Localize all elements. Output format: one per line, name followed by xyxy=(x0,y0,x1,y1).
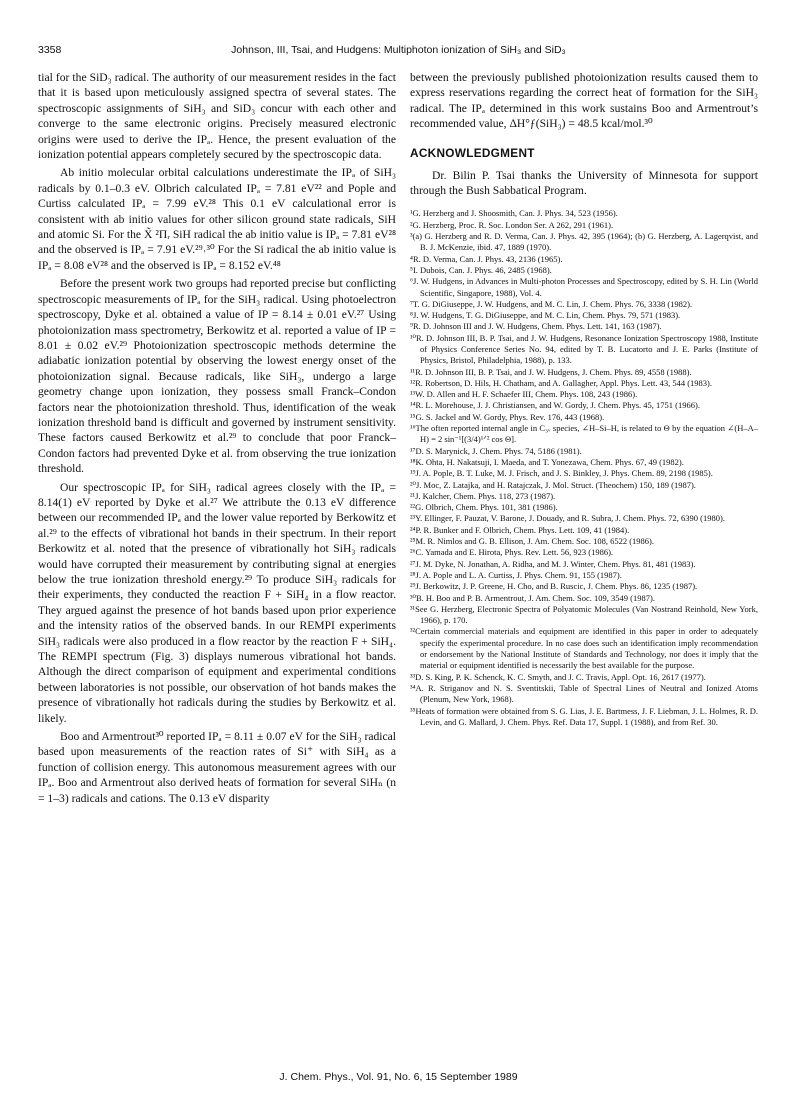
reference-item: ³¹See G. Herzberg, Electronic Spectra of Polyatomic Molecules (Van Nostrand Reinhold, New York, 1966), p. 170. xyxy=(410,603,758,626)
running-title: Johnson, III, Tsai, and Hudgens: Multiphoton ionization of SiH₃ and SiD₃ xyxy=(231,44,566,56)
reference-item: ¹⁴R. L. Morehouse, J. J. Christiansen, and W. Gordy, J. Chem. Phys. 45, 1751 (1966). xyxy=(410,400,700,411)
reference-item: ¹⁶The often reported internal angle in C₃ᵥ species, ∠H–Si–H, is related to Θ by the equation ∠(H–A–H) = 2 sin⁻¹[(3/4)¹ᐟ² cos Θ]. xyxy=(410,423,758,445)
reference-item: ¹⁵G. S. Jackel and W. Gordy, Phys. Rev. 176, 443 (1968). xyxy=(410,411,605,422)
reference-item: ²³Y. Ellinger, F. Pauzat, V. Barone, J. Douady, and R. Subra, J. Chem. Phys. 72, 6390 (1980). xyxy=(410,513,725,524)
reference-item: ¹²R. Robertson, D. Hils, H. Chatham, and A. Gallagher, Appl. Phys. Lett. 43, 544 (1983). xyxy=(410,377,712,388)
journal-footer: J. Chem. Phys., Vol. 91, No. 6, 15 September 1989 xyxy=(279,1071,518,1083)
reference-item: ²⁷J. M. Dyke, N. Jonathan, A. Ridha, and M. J. Winter, Chem. Phys. 81, 481 (1983). xyxy=(410,558,696,569)
left-column xyxy=(38,70,396,806)
paragraph-boo-armentrout: Boo and Armentrout³⁰ reported IPₐ = 8.11 ± 0.07 eV for the SiH₃ radical based upon measurements of the reaction rates of Si⁺ with SiH₄ as a function of collision energy. This autonomous measurement agrees with our IPₐ. Boo and Armentrout also derived heats of formation for several SiHₙ (n = 1–3) radicals and cations. The 0.13 eV disparity xyxy=(38,730,396,805)
paragraph-heat-of-formation: between the previously published photoionization results caused them to express reservations regarding the correct heat of formation for the SiH₃ radical. The IPₐ determined in this work sustains Boo and Armentrout’s recommended value, ΔH°ƒ(SiH₃) = 48.5 kcal/mol.³⁰ xyxy=(410,71,758,131)
reference-item: ¹⁸K. Ohta, H. Nakatsuji, I. Maeda, and T. Yonezawa, Chem. Phys. 67, 49 (1982). xyxy=(410,456,684,467)
paragraph-conflicting-measurements: Before the present work two groups had reported precise but conflicting spectroscopic measurements of IPₐ for the SiH₃ radical. Using photoelectron spectroscopy, Dyke et al. obtained a value of IP = 8.14 ± 0.01 eV.²⁷ Using photoionization mass spectrometry, Berkowitz et al. reported a value of IP = 8.01 ± 0.02 eV.²⁹ Photoionization spectroscopic methods determine the adiabatic ionization potential by observing the lowest energy onset of the photoionization signal. Because radicals, like SiH₃, undergo a large geometry change upon ionization, they possess small Franck–Condon factors near the photoionization threshold. Thus, identification of the weak ionization threshold band is difficult and governed by instrument sensitivity. These factors caused Berkowitz et al.²⁹ to conclude that poor Franck–Condon factors had prevented Dyke et al. from observing the true ionization threshold. xyxy=(38,277,396,476)
reference-item: ³(a) G. Herzberg and R. D. Verma, Can. J. Phys. 42, 395 (1964); (b) G. Herzberg, A. Lagerqvist, and B. J. McKenzie, ibid. 47, 1889 (1970). xyxy=(410,231,758,253)
reference-item: ³⁰B. H. Boo and P. B. Armentrout, J. Am. Chem. Soc. 109, 3549 (1987). xyxy=(410,592,655,603)
reference-item: ³⁴A. R. Striganov and N. S. Sventitskii, Table of Spectral Lines of Neutral and Ionized Atoms (Plenum, New York, 1968). xyxy=(410,682,758,705)
reference-item: ²⁴P. R. Bunker and F. Olbrich, Chem. Phys. Lett. 109, 41 (1984). xyxy=(410,524,630,535)
reference-item: ¹⁰R. D. Johnson III, B. P. Tsai, and J. W. Hudgens, Resonance Ionization Spectroscopy 1988, Institute of Physics Conference Series No. 94, edited by T. B. Lucatorto and J. E. Parks (Institute of Physics, Bristol, Philadelphia, 1988), p. 133. xyxy=(410,332,758,366)
reference-item: ²⁹J. Berkowitz, J. P. Greene, H. Cho, and B. Ruscic, J. Chem. Phys. 86, 1235 (1987). xyxy=(410,581,698,592)
reference-item: ⁹R. D. Johnson III and J. W. Hudgens, Chem. Phys. Lett. 141, 163 (1987). xyxy=(410,321,662,332)
paragraph-continuation: tial for the SiD₃ radical. The authority of our measurement resides in the fact that it is based upon meticulously assigned spectra of several states. The spectroscopic assignments of SiH₃ and SiD₃ concur with each other and converge to the same electronic origins. Precisely measured electronic origins were used to derive the IPₐ. Hence, the present evaluation of the ionization potential appears completely secured by the spectroscopic data. xyxy=(38,71,396,162)
reference-item: ⁶J. W. Hudgens, in Advances in Multi-photon Processes and Spectroscopy, edited by S. H. Lin (World Scientific, Singapore, 1988), Vol. 4. xyxy=(410,276,758,298)
paragraph-hot-bands: Our spectroscopic IPₐ for SiH₃ radical agrees closely with the IPₐ = 8.14(1) eV reported by Dyke et al.²⁷ We attribute the 0.13 eV difference between our recommended IPₐ and the lower value reported by Berkowitz et al.²⁹ to the effects of vibrational hot bands in their spectrum. In their report Berkowitz et al. noted that the presence of vibrationally hot SiH₃ radicals would have corrupted their measurement by contributing signal at energies below the true ionization threshold energy.²⁹ To produce SiH₃ radicals for their experiments, they conducted the reaction F + SiH₄ in a flow reactor. They argued against the presence of hot bands based upon prior experience and the intensity ratios of the observed bands. In our REMPI experiments SiH₃ radicals were also produced in a flow reactor by the reaction F + SiH₄. The REMPI spectrum (Fig. 3) displays numerous vibrational hot bands. Although the direct comparison of equipment and experimental conditions between laboratories is not possible, our observation of hot bands makes the presence of vibrationally hot radicals during the studies by Berkowitz et al. likely. xyxy=(38,480,396,725)
reference-item: ¹⁹J. A. Pople, B. T. Luke, M. J. Frisch, and J. S. Binkley, J. Phys. Chem. 89, 2198 (1985). xyxy=(410,468,713,479)
reference-item: ¹⁷D. S. Marynick, J. Chem. Phys. 74, 5186 (1981). xyxy=(410,445,582,456)
acknowledgment-text: Dr. Bilin P. Tsai thanks the University of Minnesota for support through the Bush Sabbatical Program. xyxy=(410,168,758,198)
reference-item: ⁷T. G. DiGiuseppe, J. W. Hudgens, and M. C. Lin, J. Chem. Phys. 76, 3338 (1982). xyxy=(410,298,693,309)
reference-item: ²²G. Olbrich, Chem. Phys. 101, 381 (1986). xyxy=(410,502,558,513)
reference-item: ²⁰J. Moc, Z. Latajka, and H. Ratajczak, J. Mol. Struct. (Theochem) 150, 189 (1987). xyxy=(410,479,696,490)
acknowledgment-heading: ACKNOWLEDGMENT xyxy=(410,145,535,160)
page-number: 3358 xyxy=(38,44,62,56)
reference-item: ⁴R. D. Verma, Can. J. Phys. 43, 2136 (1965). xyxy=(410,253,563,264)
reference-item: ²⁶C. Yamada and E. Hirota, Phys. Rev. Lett. 56, 923 (1986). xyxy=(410,547,614,558)
reference-item: ²G. Herzberg, Proc. R. Soc. London Ser. A 262, 291 (1961). xyxy=(410,219,614,230)
reference-item: ²¹J. Kalcher, Chem. Phys. 118, 273 (1987). xyxy=(410,490,556,501)
reference-item: ³²Certain commercial materials and equipment are identified in this paper in order to adequately specify the experimental procedure. In no case does such an identification imply recommendation or endorsement by the National Institute of Standards and Technology, nor does it imply that the material or equipment identified is necessarily the best available for the purpose. xyxy=(410,626,758,671)
reference-item: ¹³W. D. Allen and H. F. Schaefer III, Chem. Phys. 108, 243 (1986). xyxy=(410,389,638,400)
running-header xyxy=(38,44,759,60)
reference-item: ¹¹R. D. Johnson III, B. P. Tsai, and J. W. Hudgens, J. Chem. Phys. 89, 4558 (1988). xyxy=(410,366,692,377)
reference-item: ²⁵M. R. Nimlos and G. B. Ellison, J. Am. Chem. Soc. 108, 6522 (1986). xyxy=(410,536,654,547)
reference-item: ⁵I. Dubois, Can. J. Phys. 46, 2485 (1968). xyxy=(410,264,552,275)
reference-item: ³³D. S. King, P. K. Schenck, K. C. Smyth, and J. C. Travis, Appl. Opt. 16, 2617 (1977). xyxy=(410,671,706,682)
right-column xyxy=(410,70,758,728)
reference-item: ¹G. Herzberg and J. Shoosmith, Can. J. Phys. 34, 523 (1956). xyxy=(410,208,618,219)
reference-item: ³⁵Heats of formation were obtained from S. G. Lias, J. E. Bartmess, J. F. Liebman, J. L. Holmes, R. D. Levin, and G. Mallard, J. Chem. Phys. Ref. Data 17, Suppl. 1 (1988), and from Ref. 30. xyxy=(410,705,758,727)
reference-item: ²⁸J. A. Pople and L. A. Curtiss, J. Phys. Chem. 91, 155 (1987). xyxy=(410,569,622,580)
reference-list xyxy=(410,208,758,728)
reference-item: ⁸J. W. Hudgens, T. G. DiGiuseppe, and M. C. Lin, Chem. Phys. 79, 571 (1983). xyxy=(410,310,681,321)
paragraph-ab-initio: Ab initio molecular orbital calculations underestimate the IPₐ of SiH₃ radicals by 0.1–0.3 eV. Olbrich calculated IPₐ = 7.81 eV²² and Pople and Curtiss calculated IPₐ = 7.99 eV.²⁸ This 0.1 eV calculational error is consistent with ab initio values for other silicon ground state radicals, SiH and atomic Si. For the X̃ ²Πᵣ SiH radical the ab initio value is IPₐ = 7.81 eV²⁸ and the observed is IPₐ = 7.91 eV.²⁹˒³⁰ For the Si radical the ab initio value is IPₐ = 8.08 eV²⁸ and the observed is IPₐ = 8.152 eV.⁴⁸ xyxy=(38,166,396,272)
